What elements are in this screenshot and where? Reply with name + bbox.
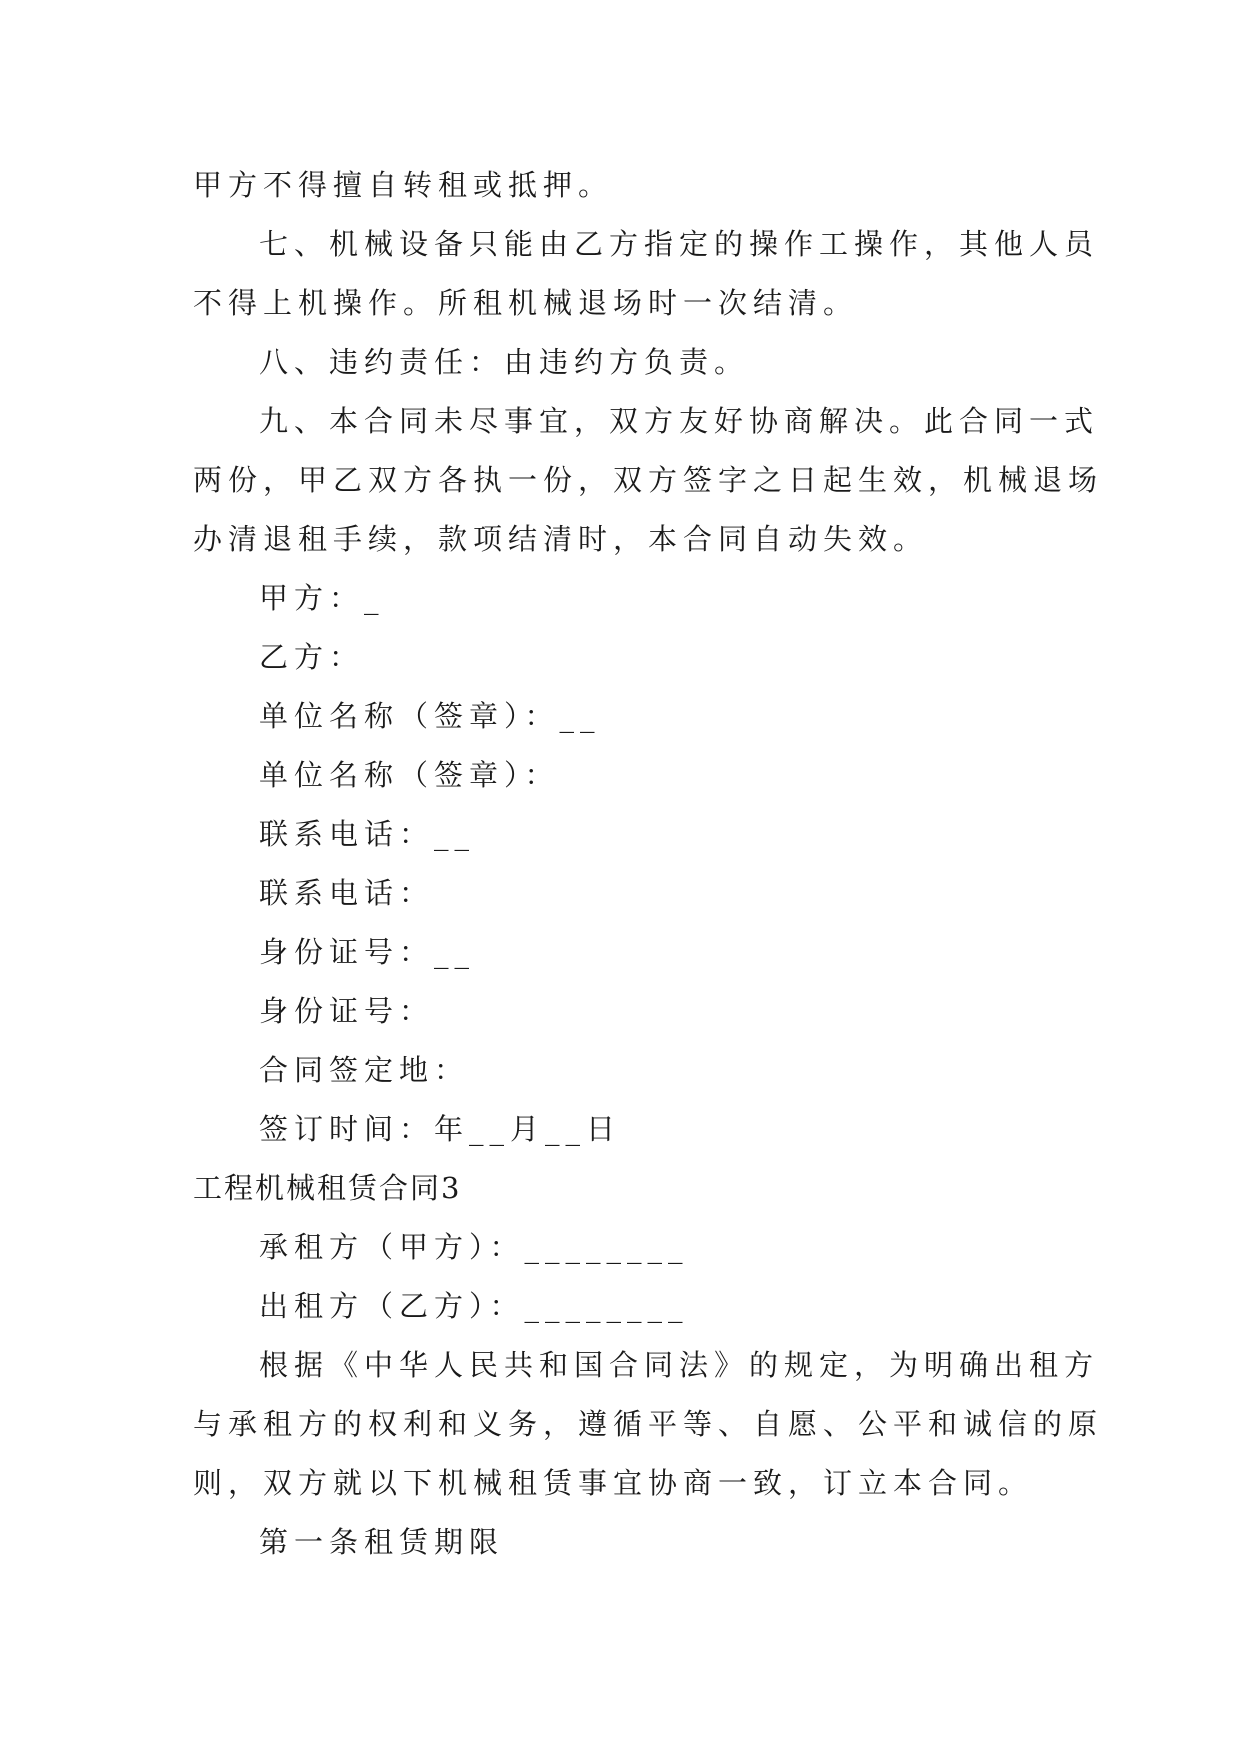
company-name-field: 单位名称（签章）：: [259, 758, 560, 792]
clause-7-line-2: 不得上机操作。所租机械退场时一次结清。: [193, 286, 859, 320]
company-name-field: 单位名称（签章）：__: [259, 699, 601, 733]
preamble-line-3: 则，双方就以下机械租赁事宜协商一致，订立本合同。: [193, 1466, 1034, 1500]
party-b-field: 乙方：: [259, 640, 365, 674]
clause-9-line-1: 九、本合同未尽事宜，双方友好协商解决。此合同一式: [259, 404, 1100, 438]
article-1-heading: 第一条租赁期限: [259, 1525, 505, 1559]
phone-field: 联系电话：: [259, 876, 435, 910]
signing-place-field: 合同签定地：: [259, 1053, 470, 1087]
clause-7-line-1: 七、机械设备只能由乙方指定的操作工操作，其他人员: [259, 227, 1100, 261]
preamble-line-2: 与承租方的权利和义务，遵循平等、自愿、公平和诚信的原: [193, 1407, 1104, 1441]
id-number-field: 身份证号：__: [259, 935, 476, 969]
clause-9-line-3: 办清退租手续，款项结清时，本合同自动失效。: [193, 522, 929, 556]
party-a-field: 甲方：_: [259, 581, 385, 615]
lessor-field: 出租方（乙方）：________: [259, 1289, 689, 1323]
id-number-field: 身份证号：: [259, 994, 435, 1028]
phone-field: 联系电话：__: [259, 817, 476, 851]
section-title: 工程机械租赁合同3: [193, 1171, 462, 1205]
lessee-field: 承租方（甲方）：________: [259, 1230, 689, 1264]
clause-8: 八、违约责任：由违约方负责。: [259, 345, 750, 379]
text-line: 甲方不得擅自转租或抵押。: [193, 168, 614, 202]
signing-date-field: 签订时间：年__月__日: [259, 1112, 622, 1146]
preamble-line-1: 根据《中华人民共和国合同法》的规定，为明确出租方: [259, 1348, 1100, 1382]
clause-9-line-2: 两份，甲乙双方各执一份，双方签字之日起生效，机械退场: [193, 463, 1104, 497]
